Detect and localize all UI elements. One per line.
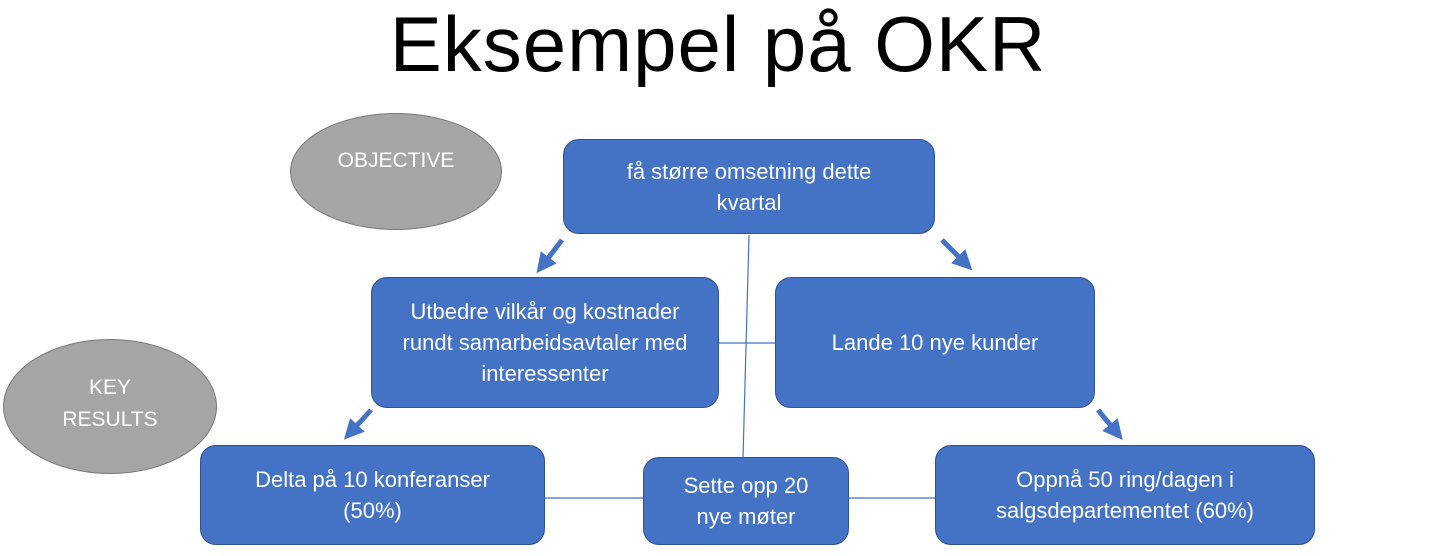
key-result-right-text: Lande 10 nye kunder — [831, 330, 1039, 355]
arrow-objective-to-left — [542, 240, 562, 266]
action-box-middle — [643, 457, 849, 545]
action-right-text: Oppnå 50 ring/dagen i salgsdepartementet (60%) — [995, 467, 1255, 523]
key-result-left-text: Utbedre vilkår og kostnader rundt samarbeidsavtaler med interessenter — [402, 299, 688, 386]
key-results-label — [3, 339, 217, 474]
key-result-box-right — [775, 277, 1095, 408]
arrow-left-to-bottom — [350, 410, 371, 433]
action-box-right — [935, 445, 1315, 545]
arrow-objective-to-right — [942, 240, 966, 264]
objective-box — [563, 139, 935, 234]
action-left-text: Delta på 10 konferanser (50%) — [255, 467, 490, 523]
page-title: Eksempel på OKR — [389, 0, 1047, 88]
key-result-box-left — [371, 277, 719, 408]
arrow-right-to-bottom — [1098, 410, 1117, 433]
connector-vertical — [743, 235, 749, 458]
objective-label-text: OBJECTIVE — [337, 148, 455, 172]
action-box-left — [200, 445, 545, 545]
key-results-label-text: KEY RESULTS — [62, 375, 158, 431]
objective-label — [290, 113, 502, 230]
objective-text: få større omsetning dette kvartal — [626, 158, 872, 215]
action-middle-text: Sette opp 20 nye møter — [683, 473, 809, 529]
